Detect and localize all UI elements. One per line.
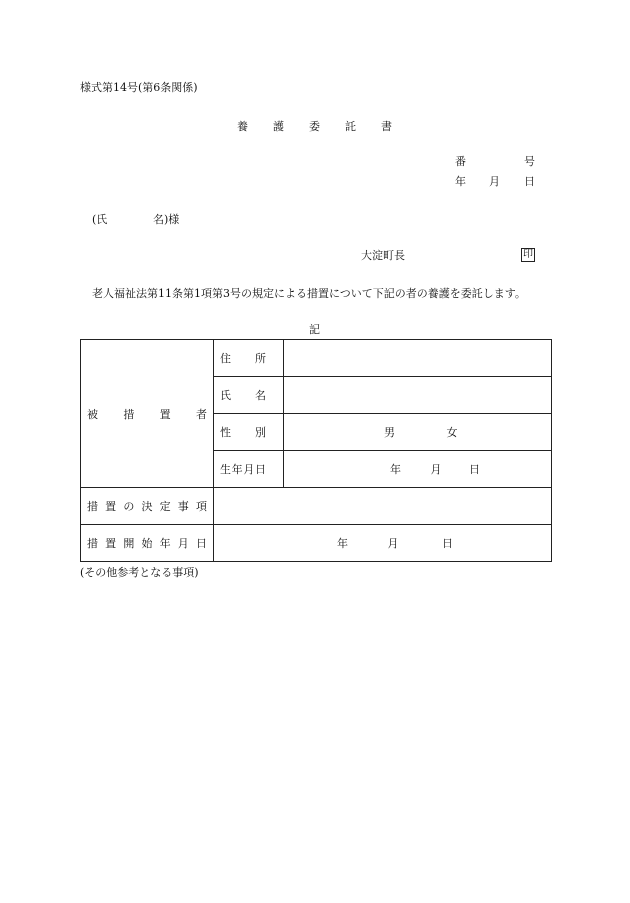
label-char: 措 [123,407,135,421]
birthdate-value-cell[interactable] [284,451,552,488]
footnote: (その他参考となる事項) [80,566,199,579]
label-char: 置 [105,500,117,513]
label-char: 項 [195,500,207,513]
sex-label-cell [214,414,284,451]
label-char: 住 [220,352,231,365]
label-char: 月 [243,463,255,476]
table-row [81,488,552,525]
label-char: 置 [159,407,171,421]
label-char: 開 [123,537,135,550]
sex-male[interactable]: 男 [384,426,395,439]
label-char: の [123,500,135,513]
title-char: 書 [381,120,392,133]
sex-female[interactable]: 女 [446,426,458,439]
start-date-value-cell[interactable] [214,525,552,562]
body-text: 老人福祉法第11条第1項第3号の規定による措置について下記の者の養護を委託します。 [92,287,526,300]
label-char: 所 [255,352,266,365]
addressee-close: 名)様 [153,213,180,226]
subject-table [80,339,552,562]
label-char: 年 [159,537,171,550]
label-char: 生 [220,463,231,476]
label-char: 名 [255,389,266,402]
label-char: 者 [195,407,207,421]
name-value-cell[interactable] [284,377,552,414]
seal-mark: 印 [523,249,533,260]
birth-day-label: 日 [469,463,480,476]
label-char: 日 [195,537,207,550]
decision-label-cell [81,488,214,525]
label-char: 別 [255,426,266,439]
start-date-label [87,535,207,551]
label-char: 月 [177,537,189,550]
birth-month-label: 月 [430,463,442,476]
label-char: 性 [220,426,231,439]
title-char: 護 [273,120,284,133]
start-month-label: 月 [387,537,399,550]
label-char: 日 [254,463,266,476]
issue-date-month: 月 [489,175,500,188]
title-char: 委 [309,120,320,133]
start-day-label: 日 [442,537,453,550]
label-char: 措 [87,537,98,550]
issuer-name: 大淀町長 [361,249,405,262]
form-number: 様式第14号(第6条関係) [80,81,198,94]
label-char: 氏 [220,389,231,402]
label-char: 置 [105,537,117,550]
birthdate-label-cell [214,451,284,488]
label-char: 定 [159,500,171,513]
label-char: 年 [231,463,243,476]
name-label-cell [214,377,284,414]
table-row [81,525,552,562]
subject-label [87,406,207,422]
label-char: 措 [87,500,98,513]
table-row [81,340,552,377]
document-number-suffix: 号 [524,155,535,168]
document-number-label: 番 [455,155,466,168]
label-char: 決 [141,500,153,513]
label-char: 被 [87,407,98,421]
start-year-label: 年 [337,537,348,550]
title-char: 養 [237,120,248,133]
label-char: 事 [177,500,189,513]
issue-date-year: 年 [455,175,466,188]
title-char: 託 [345,120,356,133]
ki-heading: 記 [309,323,320,336]
start-date-label-cell [81,525,214,562]
addressee-open: (氏 [92,213,108,226]
label-char: 始 [141,537,153,550]
birth-year-label: 年 [390,463,401,476]
address-label-cell [214,340,284,377]
decision-label [87,498,207,514]
issue-date-day: 日 [524,175,535,188]
sex-value-cell[interactable] [284,414,552,451]
address-value-cell[interactable] [284,340,552,377]
subject-label-cell [81,340,214,488]
decision-value-cell[interactable] [214,488,552,525]
